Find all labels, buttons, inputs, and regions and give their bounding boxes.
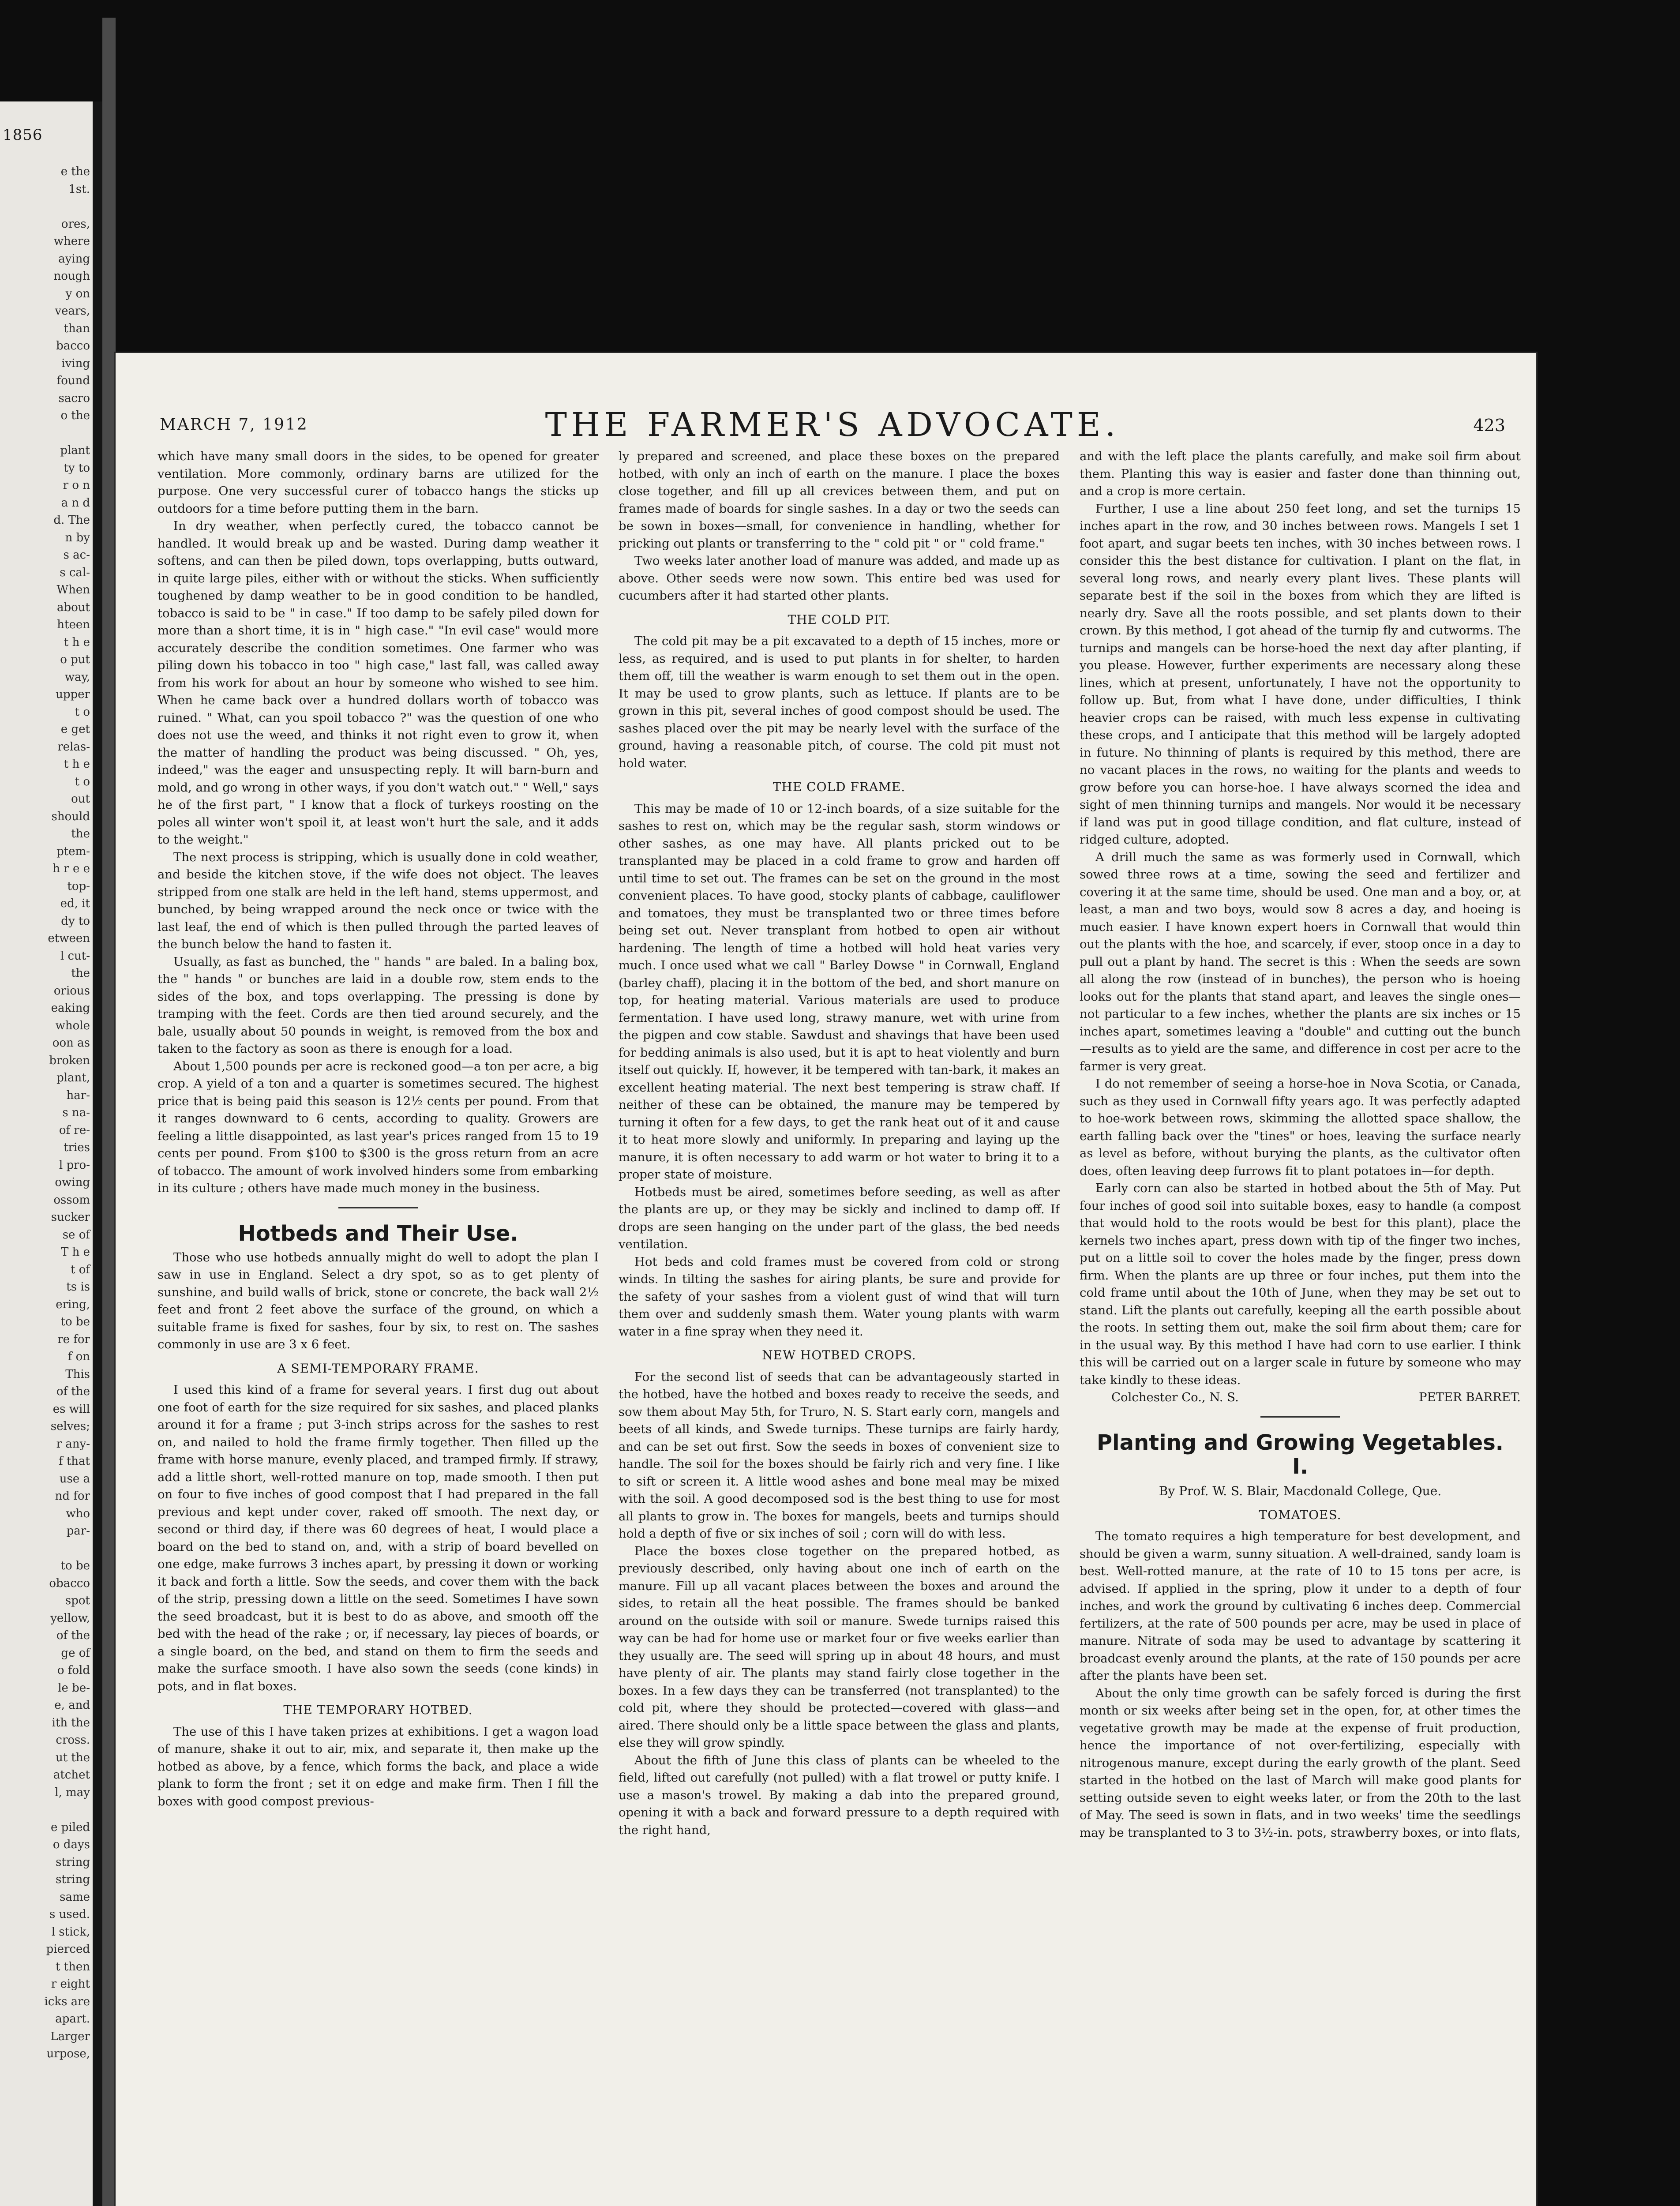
- paragraph: The use of this I have taken prizes at exhibitions. I get a wagon load of manure, shake it out to air, mix, and separate it, then make up the hotbed as above, by a fence, which forms the back, and place a wide plank to form the front ; set it on edge and make firm. Then I fill the boxes with good compost previous-: [158, 1724, 599, 1808]
- paragraph: Hot beds and cold frames must be covered from cold or strong winds. In tilting the sashes for airing plants, be sure and provide for the safety of your sashes from a violent gust of wind that will turn them over and suddenly smash them. Water young plants with warm water in a fine spray when they need it.: [619, 1254, 1060, 1339]
- signature-line: [1080, 1389, 1521, 1407]
- column-3: [1080, 448, 1521, 2206]
- issue-date: MARCH 7, 1912: [160, 416, 308, 434]
- previous-page-folio: 1856: [3, 126, 43, 144]
- paragraph: and with the left place the plants carefully, and make soil firm about them. Planting this way is easier and faster done than thinning out, and a crop is more certain.: [1080, 449, 1521, 498]
- subheading-semi-temporary-frame: A SEMI-TEMPORARY FRAME.: [277, 1361, 479, 1376]
- paragraph: This may be made of 10 or 12-inch boards, of a size suitable for the sashes to rest on, which may be the regular sash, storm windows or other sashes, as one may have. All plants pricked out to be transplanted may be placed in a cold frame to grow and harden off until time to set out. The frames can be set on the ground in the most convenient places. To have good, stocky plants of cabbage, cauliflower and tomatoes, they must be transplanted two or three times before being set out. Never transplant from hotbed to open air without hardening. The length of time a hotbed will hold heat varies very much. I once used what we call " Barley Dowse " in Cornwall, England (barley chaff), placing it in the bottom of the bed, and short manure on top, for heating material. Various materials are used to produce fermentation. I have used long, strawy manure, wet with urine from the pigpen and cow stable. Sawdust and shavings that have been used for bedding animals is also used, but it is apt to heat violently and burn itself out quickly. If, however, it be tempered with tan-bark, it makes an excellent heating material. The next best tempering is straw chaff. If neither of these can be obtained, the manure may be tempered by turning it often for a few days, to get the rank heat out of it and cause it to heat more slowly and uniformly. In preparing and laying up the manure, it is often necessary to add warm or hot water to bring it to a proper state of moisture.: [619, 801, 1060, 1182]
- paragraph: I do not remember of seeing a horse-hoe in Nova Scotia, or Canada, such as they used in Cornwall fifty years ago. It was perfectly adapted to hoe-work between rows, skimming the allotted space shallow, the earth falling back over the "tines" or hoes, leaving the surface nearly as level as before, without burying the plants, as the cultivator often does, often leaving deep furrows fit to plant potatoes in—for depth.: [1080, 1077, 1521, 1178]
- subheading-new-hotbed-crops: NEW HOTBED CROPS.: [762, 1348, 916, 1362]
- paragraph: The tomato requires a high temperature for best development, and should be given a warm, sunny situation. A well-drained, sandy loam is best. Well-rotted manure, at the rate of 10 to 15 tons per acre, is advised. If applied in the spring, plow it under to a depth of four inches, and work the ground by cultivating 6 inches deep. Commercial fertilizers, at the rate of 500 pounds per acre, may be used in place of manure. Nitrate of soda may be used to advantage by scattering it broadcast evenly around the plants, at the rate of 150 pounds per acre after the plants have been set.: [1080, 1529, 1521, 1683]
- paragraph: In dry weather, when perfectly cured, the tobacco cannot be handled. It would break up and be wasted. During damp weather it softens, and can then be piled down, tops overlapping, butts outward, in quite large piles, either with or without the sticks. When sufficiently toughened by damp weather to be in good condition to be handled, tobacco is said to be " in case." If too damp to be safely piled down for more than a short time, it is in " high case." "In evil case" would more accurately describe the condition sometimes. One farmer who was piling down his tobacco in too " high case," last fall, was called away from his work for about an hour by someone who wished to see him. When he came back over a hundred dollars worth of tobacco was ruined. " What, can you spoil tobacco ?" was the question of one who does not use the weed, and thinks it not right even to grow it, when the matter of handling the product was being discussed. " Oh, yes, indeed," was the eager and unsuspecting reply. It will barn-burn and mold, and go wrong in other ways, if you don't watch out." " Well," says he of the first part, " I know that a flock of turkeys roosting on the poles all winter won't spoil it, at least won't hurt the sale, and it adds to the weight.": [158, 519, 599, 847]
- paragraph: The cold pit may be a pit excavated to a depth of 15 inches, more or less, as required, and is used to put plants in for shelter, to harden them off, till the weather is warm enough to set them out in the open. It may be used to grow plants, such as lettuce. If plants are to be grown in this pit, several inches of good compost should be used. The sashes placed over the pit may be nearly level with the surface of the ground, having a reasonable pitch, of course. The cold pit must not hold water.: [619, 634, 1060, 770]
- paragraph: The next process is stripping, which is usually done in cold weather, and beside the kitchen stove, if the wife does not object. The leaves stripped from one stalk are held in the left hand, stems uppermost, and bunched, by being wrapped around the neck once or twice with the last leaf, the end of which is then pulled through the parted leaves of the bunch below the hand to fasten it.: [158, 850, 599, 951]
- paragraph: For the second list of seeds that can be advantageously started in the hotbed, have the hotbed and boxes ready to receive the seeds, and sow them about May 5th, for Truro, N. S. Start early corn, mangels and beets of all kinds, and Swede turnips. These turnips are fairly hardy, and can be set out first. Sow the seeds in boxes of convenient size to handle. The soil for the boxes should be fairly rich and very fine. I like to sift or screen it. A little wood ashes and bone meal may be mixed with the soil. A good decomposed sod is the best thing to use for most all plants to grow in. The boxes for mangels, beets and turnips should hold a depth of five or six inches of soil ; corn will do with less.: [619, 1369, 1060, 1541]
- paragraph: which have many small doors in the sides, to be opened for greater ventilation. More commonly, ordinary barns are utilized for the purpose. One very successful curer of tobacco hangs the sticks up outdoors for a time before putting them in the barn.: [158, 449, 599, 516]
- section-divider: [1260, 1416, 1340, 1418]
- paragraph: A drill much the same as was formerly used in Cornwall, which sowed three rows at a time, sowing the seed and fertilizer and covering it at the same time, should be used. One man and a boy, or, at least, a man and two boys, would sow 8 acres a day, and hoeing is much easier. I have known expert hoers in Cornwall that would thin out the plants with the hoe, and scarcely, if ever, stoop once in a day to pull out a plant by hand. The secret is this : When the seeds are sown all along the row (instead of in bunches), the person who is hoeing looks out for the plants that stand apart, and leaves the single ones—not particular to a few inches, whether the plants are six inches or 15 inches apart, sometimes leaving a "double" and cutting out the bunch—results as to yield are the same, and difference in cost per acre to the farmer is very great.: [1080, 850, 1521, 1073]
- subheading-cold-frame: THE COLD FRAME.: [772, 780, 906, 794]
- paragraph: Early corn can also be started in hotbed about the 5th of May. Put four inches of good soil into suitable boxes, easy to handle (a compost that would hold to the roots would be best for this plant), place the kernels two inches apart, press down with tip of the finger two inches, put on a little soil to cover the holes made by the finger, press down firm. When the plants are up three or four inches, put them into the cold frame until about the 10th of June, when they may be set out to stand. Lift the plants out carefully, keeping all the earth possible about the roots. In setting them out, make the soil firm about them; care for in the usual way. By this method I have had corn to use earlier. I think this will be carried out on a larger scale in future by someone who may take kindly to these ideas.: [1080, 1181, 1521, 1387]
- signature-name: PETER BARRET.: [1418, 1390, 1521, 1404]
- previous-page-edge: [0, 101, 102, 2206]
- paragraph: Those who use hotbeds annually might do well to adopt the plan I saw in use in England. Select a dry spot, so as to get plenty of sunshine, and build walls of brick, stone or concrete, the back wall 2½ feet and front 2 feet above the surface of the ground, on which a suitable frame is fixed for sashes, four by six, to rest on. The sashes commonly in use are 3 x 6 feet.: [158, 1250, 599, 1351]
- previous-page-fragments: e the 1st. ores, where aying nough y on vears, than bacco iving found sacro o the plant ty to r o n a n d d. The n by s ac- s cal- When about hteen t h e o put way, upper t o e get relas- t h e t o out should the ptem- h r e e top- ed, it dy to etween l cut- the orious eaking whole oon as broken plant, har- s na- of re- tries l pro- owing ossom sucker se of T h e t of ts is ering, to be re for f on This of the es will selves; r any- f that use a nd for who par- to be obacco spot yellow, of the ge of o fold le be- e, and ith the cross. ut the atchet l, may e piled o days string string same s used. l stick, pierced t then r eight icks are apart. Larger urpose,: [44, 165, 90, 2060]
- article-heading-hotbeds: Hotbeds and Their Use.: [238, 1221, 518, 1246]
- column-2: [619, 448, 1060, 2206]
- paragraph: Usually, as fast as bunched, the " hands " are baled. In a baling box, the " hands " or bunches are laid in a double row, stem ends to the sides of the box, and tops overlapping. The pressing is done by tramping with the feet. Cords are then tied around securely, and the bale, usually about 50 pounds in weight, is removed from the box and taken to the factory as soon as there is enough for a load.: [158, 954, 599, 1056]
- signature-place: Colchester Co., N. S.: [1111, 1390, 1239, 1404]
- page-gutter: [102, 18, 116, 2206]
- paragraph: About 1,500 pounds per acre is reckoned good—a ton per acre, a big crop. A yield of a ton and a quarter is sometimes secured. The highest price that is being paid this season is 12½ cents per pound. From that it ranges downward to 6 cents, according to quality. Growers are feeling a little disappointed, as last year's prices ranged from 15 to 19 cents per pound. From $100 to $300 is the gross return from an acre of tobacco. The amount of work involved hinders some from embarking in its culture ; others have made much money in the business.: [158, 1059, 599, 1195]
- paragraph: About the fifth of June this class of plants can be wheeled to the field, lifted out carefully (not pulled) with a flat trowel or putty knife. I use a mason's trowel. By making a dab into the prepared ground, opening it with a back and forward pressure to a depth required with the right hand,: [619, 1753, 1060, 1837]
- paragraph: About the only time growth can be safely forced is during the first month or six weeks after being set in the open, for, at other times the vegetative growth may be made at the expense of fruit production, hence the importance of not over-fertilizing, especially with nitrogenous manure, except during the early growth of the plant. Seed started in the hotbed on the last of March will make good plants for setting outside seven to eight weeks later, or from the 20th to the last of May. The seed is sown in flats, and in two weeks' time the seedlings may be transplanted to 3 to 3½-in. pots, strawberry boxes, or into flats,: [1080, 1686, 1521, 1840]
- masthead-title: THE FARMER'S ADVOCATE.: [545, 406, 1120, 444]
- subheading-cold-pit: THE COLD PIT.: [788, 612, 891, 627]
- page-number: 423: [1473, 416, 1505, 435]
- paragraph: Two weeks later another load of manure was added, and made up as above. Other seeds were now sown. This entire bed was used for cucumbers after it had started other plants.: [619, 554, 1060, 603]
- subheading-tomatoes: TOMATOES.: [1259, 1507, 1342, 1522]
- paragraph: Further, I use a line about 250 feet long, and set the turnips 15 inches apart in the row, and 30 inches between rows. Mangels I set 1 foot apart, and sugar beets ten inches, with 30 inches between rows. I consider this the best distance for cultivation. I plant on the flat, in several long rows, and nearly every plant lives. These plants will separate best if the soil in the boxes from which they are lifted is nearly dry. Save all the roots possible, and set plants down to their crown. By this method, I got ahead of the turnip fly and cutworms. The turnips and mangels can be horse-hoed the next day after planting, if you please. However, further experiments are necessary along these lines, which at present, unfortunately, I have not the opportunity to follow up. But, from what I have done, under difficulties, I think heavier crops can be raised, with much less expense in cultivating these crops, and I anticipate that this method will be largely adopted in future. No thinning of plants is required by this method, there are no vacant places in the rows, no waiting for the plants and weeds to grow before you can horse-hoe. I have always scorned the idea and sight of men thinning turnips and mangels. Nor would it be necessary if land was put in good tillage condition, and flat culture, instead of ridged culture, adopted.: [1080, 501, 1521, 847]
- article-part-number: I.: [1292, 1454, 1309, 1479]
- page-header: [160, 406, 1505, 444]
- subheading-temporary-hotbed: THE TEMPORARY HOTBED.: [283, 1703, 473, 1717]
- article-heading-vegetables: Planting and Growing Vegetables.: [1096, 1430, 1504, 1455]
- paragraph: Place the boxes close together on the prepared hotbed, as previously described, only having about one inch of earth on the manure. Fill up all vacant places between the boxes and around the sides, to retain all the heat possible. The frames should be banked around on the outside with soil or manure. Swede turnips raised this way can be had for home use or market four or five weeks earlier than they usually are. The seed will spring up in about 48 hours, and must have plenty of air. The plants may stand fairly close together in the boxes. In a few days they can be transferred (not transplanted) to the cold pit, where they should be protected—covered with glass—and aired. There should only be a little space between the glass and plants, else they will grow spindly.: [619, 1544, 1060, 1750]
- newspaper-page: [116, 353, 1536, 2206]
- section-divider: [338, 1207, 418, 1208]
- article-byline: By Prof. W. S. Blair, Macdonald College, Que.: [1159, 1484, 1442, 1498]
- paragraph: Hotbeds must be aired, sometimes before seeding, as well as after the plants are up, or they may be sickly and inclined to damp off. If drops are seen hanging on the under part of the glass, the bed needs ventilation.: [619, 1185, 1060, 1251]
- paragraph: I used this kind of a frame for several years. I first dug out about one foot of earth for the size required for six sashes, and placed planks around it for a frame ; put 3-inch strips across for the sashes to rest on, and nailed to hold the frame firmly together. Then filled up the frame with horse manure, evenly placed, and tramped firmly. If strawy, add a little short, well-rotted manure on top, made smooth. I then put on four to five inches of good compost that I had prepared in the fall previous and kept under cover, raked off smooth. The next day, or second or third day, if there was 60 degrees of heat, I would place a board on the bed to stand on, and, with a strip of board bevelled on one edge, make furrows 3 inches apart, by pressing it down or working it back and forth a little. Sow the seeds, and cover them with the back of the strip, pressing down a little on the seed. Sometimes I have sown the seed broadcast, but it is best to do as above, and smooth off the bed with the head of the rake ; or, if necessary, lay pieces of boards, or a single board, on the bed, and stand on them to firm the seeds and make the surface smooth. I have also sown the seeds (cone kinds) in pots, and in flat boxes.: [158, 1383, 599, 1693]
- paragraph: ly prepared and screened, and place these boxes on the prepared hotbed, with only an inch of earth on the manure. I place the boxes close together, and fill up all crevices between them, and put on frames made of boards for single sashes. In a day or two the seeds can be sown in boxes—small, for convenience in handling, whether for pricking out plants or transferring to the " cold pit " or " cold frame.": [619, 449, 1060, 551]
- column-1: [158, 448, 599, 2206]
